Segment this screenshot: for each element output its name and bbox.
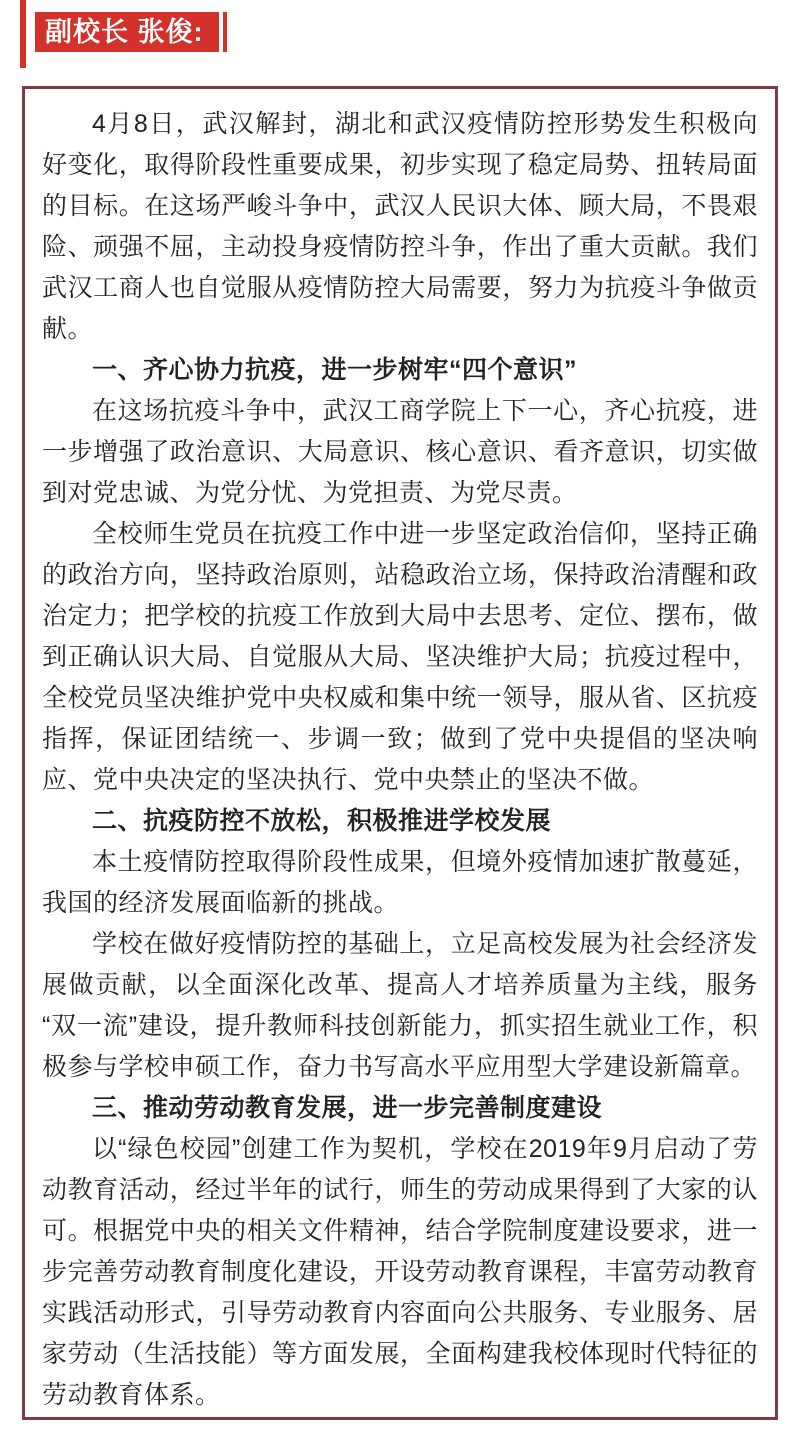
badge-label: 副校长 张俊: — [45, 17, 204, 47]
section-heading-1: 一、齐心协力抗疫，进一步树牢“四个意识” — [92, 356, 578, 384]
paragraph-section3-a: 以“绿色校园”创建工作为契机，学校在2019年9月启动了劳动教育活动，经过半年的试行，师生的劳动成果得到了大家的认可。根据党中央的相关文件精神，结合学院制度建设要求，进一步完善劳动教育制度化建设，开设劳动教育课程，丰富劳动教育实践活动形式，引导劳动教育内容面向公共服务、专业服务、居家劳动（生活技能）等方面发展，全面构建我校体现时代特征的劳动教育体系。 — [42, 1135, 758, 1409]
paragraph-intro: 4月8日，武汉解封，湖北和武汉疫情防控形势发生积极向好变化，取得阶段性重要成果，初步实现了稳定局势、扭转局面的目标。在这场严峻斗争中，武汉人民识大体、顾大局，不畏艰险、顽强不屈，主动投身疫情防控斗争，作出了重大贡献。我们武汉工商人也自觉服从疫情防控大局需要，努力为抗疫斗争做贡献。 — [42, 110, 758, 343]
section-heading-2: 二、抗疫防控不放松，积极推进学校发展 — [92, 807, 552, 835]
section-heading-3: 三、推动劳动教育发展，进一步完善制度建设 — [92, 1094, 603, 1122]
article-card — [22, 86, 778, 1420]
paragraph-section2-b: 学校在做好疫情防控的基础上，立足高校发展为社会经济发展做贡献，以全面深化改革、提高人才培养质量为主线，服务“双一流”建设，提升教师科技创新能力，抓实招生就业工作，积极参与学校申硕工作，奋力书写高水平应用型大学建设新篇章。 — [42, 930, 758, 1081]
decorative-stripe-icon — [213, 12, 219, 52]
paragraph-section2-a: 本土疫情防控取得阶段性成果，但境外疫情加速扩散蔓延，我国的经济发展面临新的挑战。 — [42, 848, 758, 917]
accent-bar — [20, 0, 26, 68]
paragraph-section1-a: 在这场抗疫斗争中，武汉工商学院上下一心，齐心抗疫，进一步增强了政治意识、大局意识、核心意识、看齐意识，切实做到对党忠诚、为党分忧、为党担责、为党尽责。 — [42, 397, 758, 507]
paragraph-section1-b: 全校师生党员在抗疫工作中进一步坚定政治信仰，坚持正确的政治方向，坚持政治原则，站稳政治立场，保持政治清醒和政治定力；把学校的抗疫工作放到大局中去思考、定位、摆布，做到正确认识大局、自觉服从大局、坚决维护大局；抗疫过程中，全校党员坚决维护党中央权威和集中统一领导，服从省、区抗疫指挥，保证团结统一、步调一致；做到了党中央提倡的坚决响应、党中央决定的坚决执行、党中央禁止的坚决不做。 — [42, 520, 758, 794]
vice-principal-badge — [35, 12, 213, 52]
decorative-stripe-icon — [223, 12, 227, 52]
